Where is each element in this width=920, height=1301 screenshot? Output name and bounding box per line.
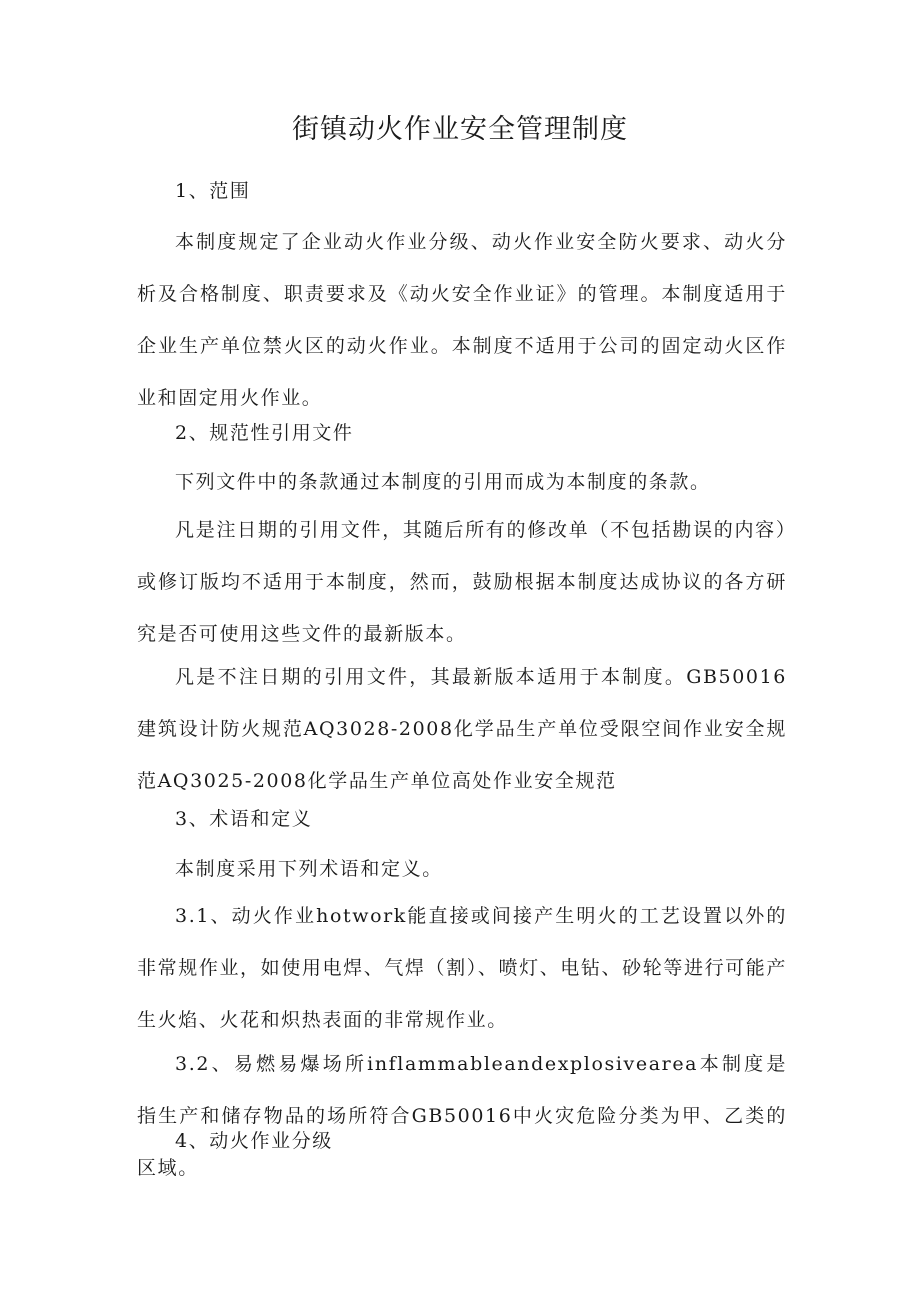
section-2-paragraph-3: 凡是不注日期的引用文件，其最新版本适用于本制度。GB50016建筑设计防火规范AQ3028-2008化学品生产单位受限空间作业安全规范AQ3025-2008化学品生产单位高处作业安全规范 bbox=[137, 666, 787, 792]
section-2-paragraph-2: 凡是注日期的引用文件，其随后所有的修改单（不包括勘误的内容）或修订版均不适用于本制度，然而，鼓励根据本制度达成协议的各方研究是否可使用这些文件的最新版本。 bbox=[137, 519, 787, 645]
section-3-paragraph-3: 3.2、易燃易爆场所inflammableandexplosivearea本制度是指生产和储存物品的场所符合GB50016中火灾危险分类为甲、乙类的区域。 bbox=[137, 1053, 787, 1179]
section-heading-3: 3、术语和定义 bbox=[175, 808, 313, 830]
section-heading-4: 4、动火作业分级 bbox=[175, 1130, 333, 1152]
section-3-paragraph-1: 本制度采用下列术语和定义。 bbox=[175, 858, 443, 880]
section-1-paragraph-1: 本制度规定了企业动火作业分级、动火作业安全防火要求、动火分析及合格制度、职责要求及《动火安全作业证》的管理。本制度适用于企业生产单位禁火区的动火作业。本制度不适用于公司的固定动火区作业和固定用火作业。 bbox=[137, 231, 787, 409]
section-2-paragraph-1: 下列文件中的条款通过本制度的引用而成为本制度的条款。 bbox=[175, 471, 711, 493]
section-heading-2: 2、规范性引用文件 bbox=[175, 422, 354, 444]
section-3-paragraph-2: 3.1、动火作业hotwork能直接或间接产生明火的工艺设置以外的非常规作业，如使用电焊、气焊（割）、喷灯、电钻、砂轮等进行可能产生火焰、火花和炽热表面的非常规作业。 bbox=[137, 905, 787, 1031]
section-heading-1: 1、范围 bbox=[175, 180, 251, 202]
document-title: 街镇动火作业安全管理制度 bbox=[292, 114, 628, 145]
